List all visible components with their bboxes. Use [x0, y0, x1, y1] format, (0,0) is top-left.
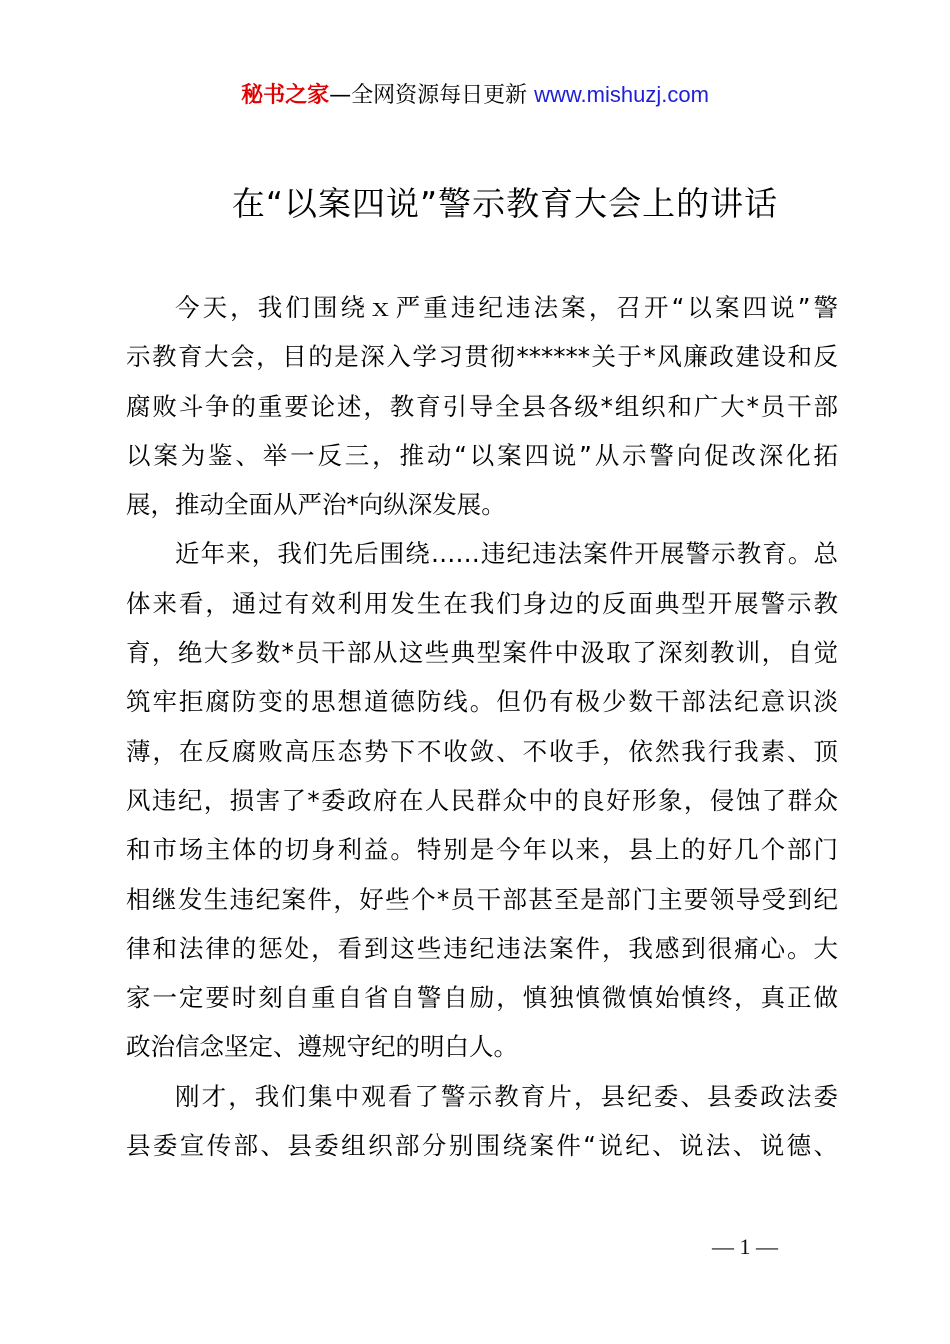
site-brand: 秘书之家 — [241, 83, 330, 108]
paragraph-2 — [126, 529, 838, 1071]
text-line: 律和法律的惩处，看到这些违纪违法案件，我感到很痛心。大 — [126, 933, 838, 963]
text-line: 家一定要时刻自重自省自警自励，慎独慎微慎始慎终，真正做 — [126, 983, 838, 1013]
text-line: 风违纪，损害了*委政府在人民群众中的良好形象，侵蚀了群众 — [126, 785, 838, 815]
page-number: — 1 — — [712, 1234, 778, 1259]
text-line: 和市场主体的切身利益。特别是今年以来，县上的好几个部门 — [126, 835, 838, 865]
site-header — [0, 80, 950, 111]
text-line: 育，绝大多数*员干部从这些典型案件中汲取了深刻教训，自觉 — [126, 638, 838, 668]
text-line: 政治信念坚定、遵规守纪的明白人。 — [126, 1032, 518, 1062]
text-line: 近年来，我们先后围绕……违纪违法案件开展警示教育。总 — [175, 539, 838, 569]
text-line: 薄，在反腐败高压态势下不收敛、不收手，依然我行我素、顶 — [126, 736, 838, 766]
text-line: 以案为鉴、举一反三，推动“以案四说”从示警向促改深化拓 — [126, 440, 838, 470]
text-line: 刚才，我们集中观看了警示教育片，县纪委、县委政法委 — [175, 1081, 838, 1111]
site-tagline: —全网资源每日更新 — [329, 83, 535, 108]
site-url[interactable]: www.mishuzj.com — [534, 82, 709, 107]
text-line: 今天，我们围绕ｘ严重违纪违法案，召开“以案四说”警 — [175, 293, 838, 322]
text-line: 展，推动全面从严治*向纵深发展。 — [126, 490, 506, 520]
text-line: 相继发生违纪案件，好些个*员干部甚至是部门主要领导受到纪 — [126, 884, 838, 914]
text-line: 腐败斗争的重要论述，教育引导全县各级*组织和广大*员干部 — [126, 391, 838, 421]
paragraph-3 — [126, 1072, 838, 1171]
text-line: 示教育大会，目的是深入学习贯彻******关于*风廉政建设和反 — [126, 342, 838, 372]
document-body — [126, 283, 838, 1170]
paragraph-1 — [126, 283, 838, 529]
text-line: 筑牢拒腐防变的思想道德防线。但仍有极少数干部法纪意识淡 — [126, 687, 838, 717]
text-line: 县委宣传部、县委组织部分别围绕案件“说纪、说法、说德、 — [126, 1131, 838, 1161]
text-line: 体来看，通过有效利用发生在我们身边的反面典型开展警示教 — [126, 588, 838, 618]
document-title: 在“以案四说”警示教育大会上的讲话 — [231, 184, 779, 223]
